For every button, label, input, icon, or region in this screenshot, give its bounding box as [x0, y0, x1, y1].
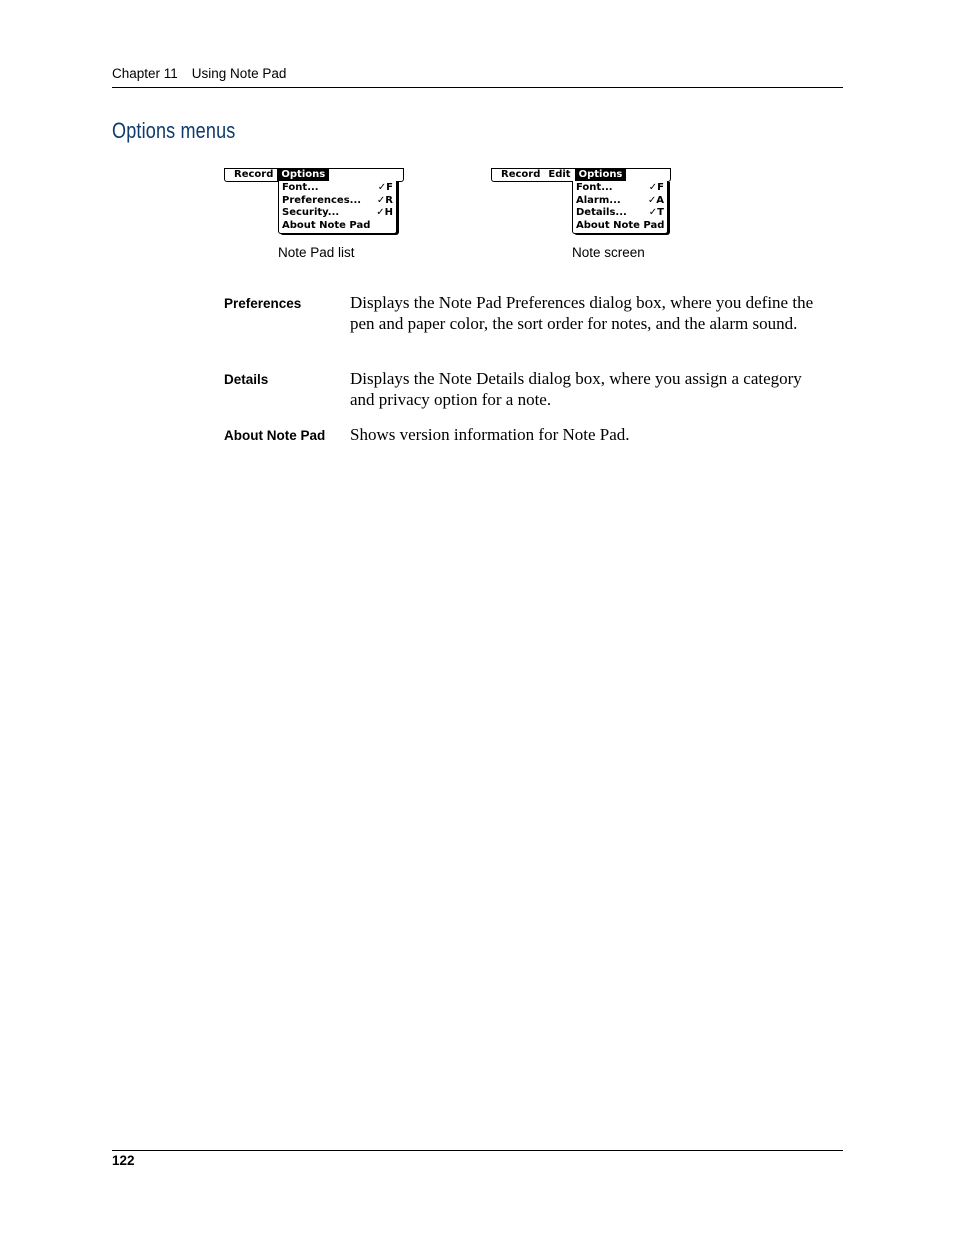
menu-options[interactable]: Options	[277, 169, 329, 181]
running-head	[112, 66, 286, 81]
section-title: Options menus	[112, 118, 236, 143]
header-rule	[112, 87, 843, 88]
description-preferences: Displays the Note Pad Preferences dialog box, where you define the pen and paper color, the sort order for notes, and the alarm sound.	[350, 293, 814, 333]
menu-item-font[interactable]: Font... ✓F	[576, 182, 664, 193]
menubar	[224, 168, 404, 182]
page-number: 122	[112, 1153, 135, 1168]
menu-item-alarm[interactable]: Alarm... ✓A	[576, 194, 664, 206]
menu-item-about[interactable]: About Note Pad	[282, 219, 371, 231]
menu-item-security[interactable]: Security... ✓H	[282, 207, 393, 218]
menu-item-about[interactable]: About Note Pad	[576, 219, 665, 231]
palm-menu-figure-list	[224, 168, 406, 238]
menu-edit[interactable]: Edit	[548, 169, 571, 180]
footer-rule	[112, 1150, 843, 1151]
menubar	[491, 168, 671, 182]
figure-caption-note: Note screen	[572, 245, 645, 260]
menu-options[interactable]: Options	[575, 169, 627, 181]
options-dropdown	[572, 181, 668, 234]
menu-item-details[interactable]: Details... ✓T	[576, 207, 664, 218]
options-dropdown	[278, 181, 397, 234]
palm-menu-figure-note	[491, 168, 673, 238]
figure-caption-list: Note Pad list	[278, 245, 355, 260]
chapter-number: Chapter 11	[112, 66, 178, 81]
menu-item-font[interactable]: Font... ✓F	[282, 182, 393, 193]
menu-item-preferences[interactable]: Preferences... ✓R	[282, 194, 393, 206]
term-preferences: Preferences	[224, 296, 302, 311]
description-details: Displays the Note Details dialog box, where you assign a category and privacy option for a note.	[350, 369, 802, 409]
term-about-note-pad: About Note Pad	[224, 428, 326, 443]
chapter-title: Using Note Pad	[191, 66, 287, 81]
menu-record[interactable]: Record	[501, 169, 541, 180]
menu-record[interactable]: Record	[234, 169, 274, 180]
description-about-note-pad: Shows version information for Note Pad.	[350, 425, 630, 444]
term-details: Details	[224, 372, 269, 387]
